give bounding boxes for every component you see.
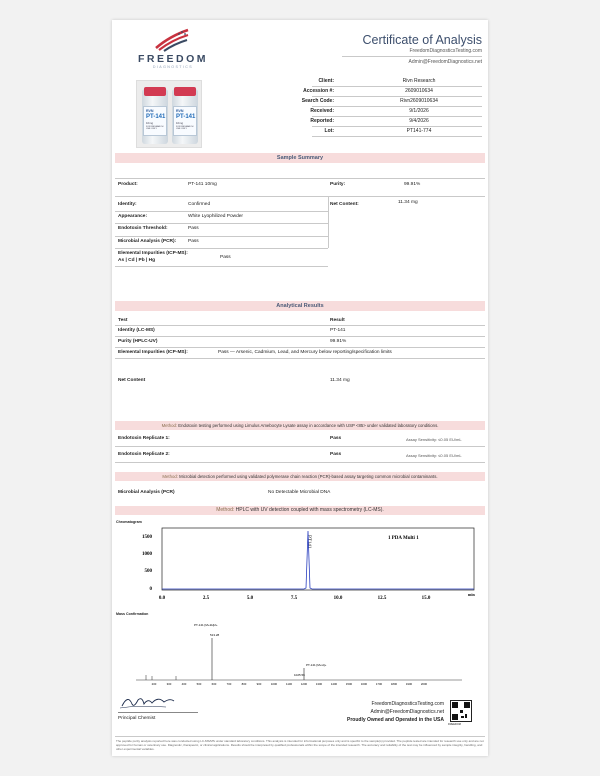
signature-role: Principal Chemist	[118, 716, 156, 721]
x-tick-label: 0.0	[158, 596, 166, 601]
microbial-label: Microbial Analysis (PCR):	[118, 239, 177, 244]
microbial-pcr-label: Microbial Analysis (PCR)	[118, 490, 175, 495]
x-tick-label: 10.0	[333, 596, 343, 601]
chromatogram-peak-label: PT141	[306, 535, 311, 549]
footer-disclaimer: The peptide purity analysis reported here was conducted using LC-MS/MS under standard laboratory conditions. This analysis is intended for informational purposes only and is specific to the sample(s) provided. The peptide tested are intended for research use only and are not approved for human or veterinary use. Diagnostic, therapeutic, or clinical applications. Results should be interpreted by qualified professionals within the scope of the intended research. The accuracy and reliability of the test may be influenced by sample integrity, handling, and other experimental variables.	[116, 739, 484, 752]
chromatogram-legend: 1 PDA Multi 1	[388, 536, 419, 541]
brand-tagline: DIAGNOSTICS	[152, 65, 194, 69]
chromatogram-title: Chromatogram	[116, 520, 142, 524]
y-tick-label: 1500	[142, 535, 152, 540]
x-ticks	[159, 592, 476, 601]
ms-peak-main-label: 513.28	[210, 633, 220, 637]
endotoxin-rep2-sensitivity: Assay Sensitivity: ≤0.05 EU/mL	[406, 453, 462, 458]
endotoxin-threshold-value: Pass	[188, 226, 199, 231]
info-received: Received: 9/1/2026	[310, 108, 429, 114]
microbial-pcr-result: No Detectable Microbial DNA	[268, 490, 331, 495]
info-reported: Reported: 9/4/2026	[310, 118, 429, 124]
ms-xtick: 1500	[345, 682, 353, 686]
col-result-header: Result	[330, 318, 345, 323]
endotoxin-method-note: Method: Endotoxin testing performed using Limulus Amebocyte Lysate assay in accordance with USP <85> under validated laboratory conditions.	[115, 421, 485, 430]
chromatogram-chart	[116, 526, 484, 606]
y-tick-label: 1000	[142, 552, 152, 557]
ms-xtick: 1400	[330, 682, 338, 686]
x-tick-label: 7.5	[290, 596, 298, 601]
footer-tagline: Proudly Owned and Operated in the USA	[347, 717, 444, 723]
analytical-results-heading: Analytical Results	[115, 301, 485, 311]
mass-spectrum-chart	[116, 618, 484, 688]
info-accession: Accession #: 2609010634	[303, 88, 433, 94]
elemental-sublabel: As | Cd | Pb | Hg	[118, 258, 156, 263]
microbial-method-note: Method: Microbial detection performed using validated polymerase chain reaction (PCR)-based assay targeting common microbial contaminants.	[115, 472, 485, 481]
identity-test: Identity (LC-MS)	[118, 328, 155, 333]
appearance-value: White Lyophilized Powder	[188, 214, 244, 219]
endotoxin-rep1-sensitivity: Assay Sensitivity: ≤0.05 EU/mL	[406, 437, 462, 442]
certificate-title: Certificate of Analysis	[362, 33, 482, 47]
qr-caption: FREEDOM	[448, 723, 461, 726]
certificate-page	[112, 20, 488, 756]
x-tick-label: 15.0	[421, 596, 431, 601]
endotoxin-rep1-result: Pass	[330, 436, 342, 441]
header-email-link[interactable]: Admin@FreedomDiagnostics.net	[408, 59, 482, 65]
ms-ion-label: PT-141 [M+2H]2+	[194, 623, 218, 627]
x-tick-label: 5.0	[246, 596, 254, 601]
elemental-test: Elemental Impurities (ICP-MS):	[118, 350, 188, 355]
flag-logo-icon	[152, 28, 192, 52]
purity-result: 99.91%	[330, 339, 347, 344]
ms-xtick: 2000	[420, 682, 428, 686]
purity-test: Purity (HPLC-UV)	[118, 339, 158, 344]
appearance-label: Appearance:	[118, 214, 148, 219]
identity-result: PT-141	[330, 328, 346, 333]
chromatogram-trace	[162, 531, 474, 589]
sample-summary-heading: Sample Summary	[115, 153, 485, 163]
y-tick-label: 500	[144, 569, 152, 574]
brand-name: FREEDOM	[138, 53, 208, 65]
header-divider	[342, 56, 482, 57]
ms-xtick: 1300	[315, 682, 323, 686]
footer-website-link[interactable]: FreedomDiagnosticsTesting.com	[371, 701, 444, 707]
ms-xtick: 200	[151, 682, 157, 686]
identity-value: Confirmed	[188, 202, 211, 207]
product-label: Product:	[118, 182, 138, 187]
header-website-link[interactable]: FreedomDiagnosticsTesting.com	[409, 48, 482, 54]
signature-image	[118, 692, 178, 712]
x-tick-label: 2.5	[202, 596, 210, 601]
microbial-value: Pass	[188, 239, 199, 244]
net-content-label: Net Content:	[330, 202, 359, 207]
mass-confirmation-title: Mass Confirmation	[116, 612, 149, 616]
ms-xtick: 1900	[405, 682, 413, 686]
ms-xtick: 900	[256, 682, 262, 686]
ms-xtick: 800	[241, 682, 247, 686]
elemental-result: Pass — Arsenic, Cadmium, Lead, and Mercury below reporting/specification limits	[218, 350, 392, 355]
ms-xtick: 1700	[375, 682, 383, 686]
purity-value: 99.91%	[404, 182, 421, 187]
ms-xtick: 1800	[390, 682, 398, 686]
ms-xtick: 700	[226, 682, 232, 686]
y-tick-label: 0	[149, 587, 152, 592]
x-unit-label: min	[468, 592, 475, 597]
ms-xtick: 400	[181, 682, 187, 686]
info-client: Client: Rivn Research	[318, 78, 436, 84]
net-content-value: 11.34 mg	[398, 200, 418, 205]
x-tick-label: 12.5	[377, 596, 387, 601]
net-content-result: 11.34 mg	[330, 378, 350, 383]
chromatogram-frame	[162, 528, 474, 590]
info-search-code: Search Code: Rivn2609010634	[301, 98, 438, 104]
ms-xtick: 1200	[300, 682, 308, 686]
ms-xtick: 1600	[360, 682, 368, 686]
ms-xtick: 600	[211, 682, 217, 686]
footer-email-link[interactable]: Admin@FreedomDiagnostics.net	[370, 709, 444, 715]
product-photo	[136, 80, 202, 148]
ms-xtick: 1000	[270, 682, 278, 686]
ms-xtick: 500	[196, 682, 202, 686]
identity-label: Identity:	[118, 202, 137, 207]
elemental-value: Pass	[220, 255, 231, 260]
ms-peak-small-label: 1025.56	[294, 673, 305, 677]
elemental-label: Elemental Impurities (ICP-MS):	[118, 251, 188, 256]
net-content-test: Net Content	[118, 378, 146, 383]
endotoxin-rep1-label: Endotoxin Replicate 1:	[118, 436, 170, 441]
ms-xtick: 300	[166, 682, 172, 686]
hplc-method-note: Method: HPLC with UV detection coupled with mass spectrometry (LC-MS).	[115, 506, 485, 515]
product-value: PT-141 10mg	[188, 182, 217, 187]
ms-peak-minor-label: PT-141 [M+H]+	[306, 663, 327, 667]
vial-left: RVN PT-141 10mg FOR RESEARCH USE ONLY	[142, 89, 168, 144]
endotoxin-threshold-label: Endotoxin Threshold:	[118, 226, 168, 231]
ms-xtick: 1100	[285, 682, 293, 686]
endotoxin-rep2-label: Endotoxin Replicate 2:	[118, 452, 170, 457]
vial-right: RVN PT-141 10mg FOR RESEARCH USE ONLY	[172, 89, 198, 144]
info-lot: Lot: PT141-774	[324, 128, 432, 134]
purity-label: Purity:	[330, 182, 346, 187]
endotoxin-rep2-result: Pass	[330, 452, 342, 457]
qr-code-icon[interactable]	[450, 700, 472, 722]
col-test-header: Test	[118, 318, 128, 323]
y-ticks	[142, 535, 153, 592]
